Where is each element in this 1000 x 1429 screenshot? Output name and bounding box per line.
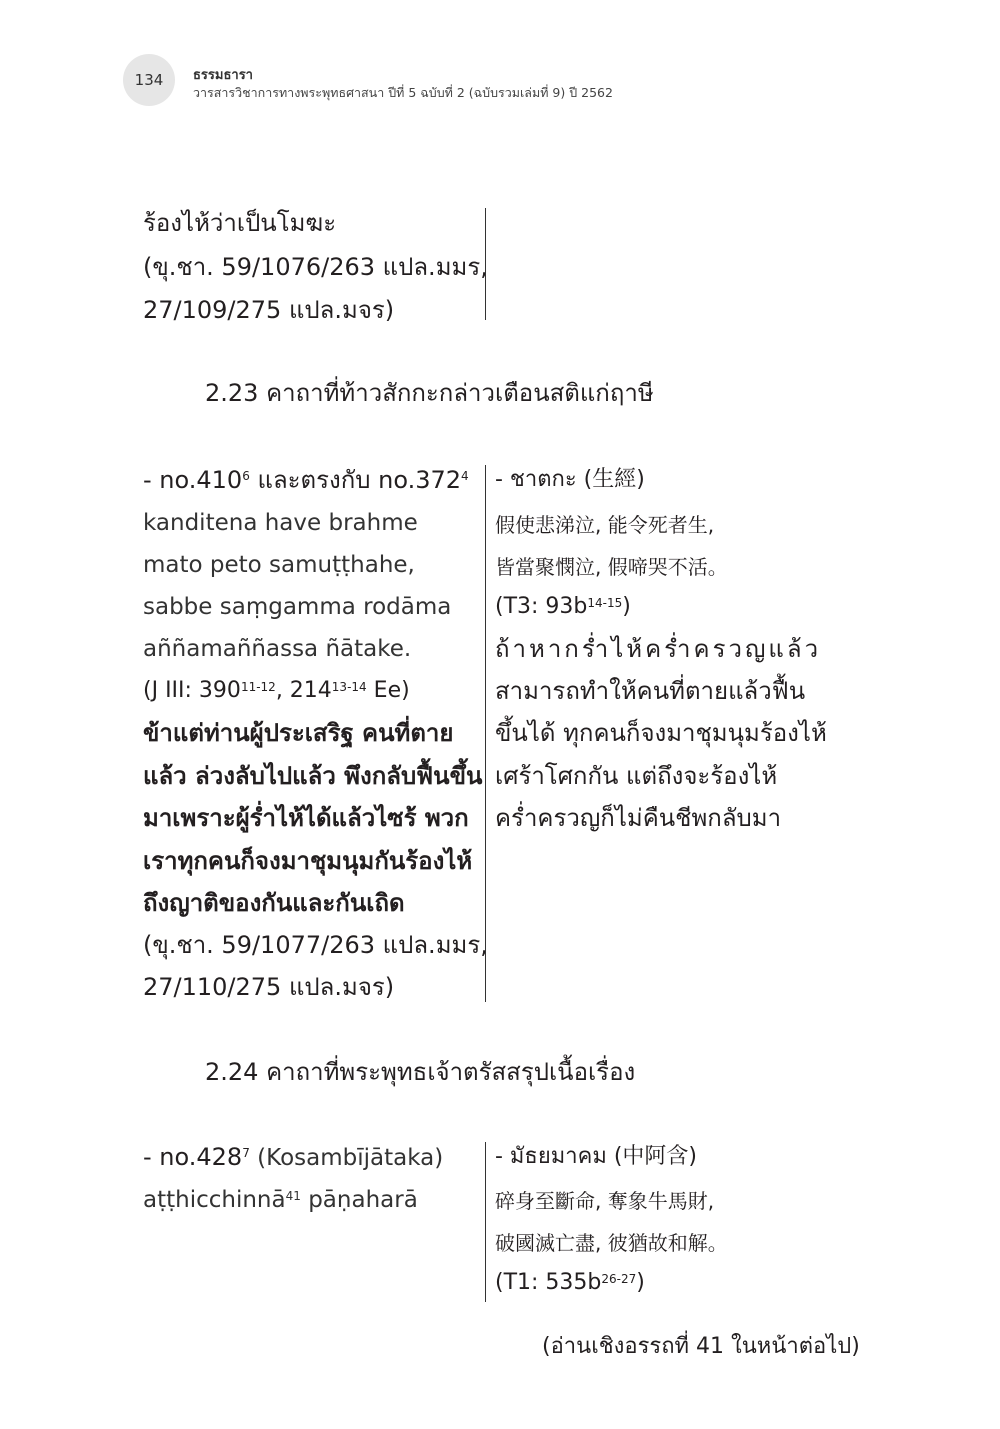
journal-subtitle: วารสารวิชาการทางพระพุทธศาสนา ปีที่ 5 ฉบับที่ 2 (ฉบับรวมเล่มที่ 9) ปี 2562 [193,85,613,100]
cite-part: (T3: 93b [495,594,588,619]
cite-part: , 214 [275,678,332,703]
section-223-left-reference [143,465,469,495]
cite-part: Ee) [366,678,410,703]
right-thai-line-1: ถ้าหากร่ำไห้คร่ำครวญแล้ว [495,635,822,663]
pali-line-4: aññamaññassa ñātake. [143,636,412,662]
thai-translation-line-3: มาเพราะผู้ร่ำไห้ได้แล้วไซร้ พวก [143,804,469,832]
column-divider-223 [485,465,486,1002]
section-223-heading: 2.23 คาถาที่ท้าวสักกะกล่าวเตือนสติแก่ฤาษี [205,379,654,407]
ref-prefix: - no.410 [143,466,243,494]
thai-translation-line-5: ถึงญาติของกันและกันเถิด [143,889,405,917]
right-thai-line-3: ขึ้นได้ ทุกคนก็จงมาชุมนุมร้องไห้ [495,719,827,747]
footnote-marker: 14-15 [587,596,623,610]
chinese-line-2: 皆當聚憫泣, 假啼哭不活。 [495,555,728,579]
top-line-2: (ขุ.ชา. 59/1076/263 แปล.มมร, [143,253,488,281]
section-224-citation [495,1268,645,1298]
ref-prefix: - no.428 [143,1143,243,1171]
cite-part: ) [622,594,631,619]
pali-line-2: mato peto samuṭṭhahe, [143,552,415,578]
thai-citation-line-2: 27/110/275 แปล.มจร) [143,973,395,1001]
top-line-3: 27/109/275 แปล.มจร) [143,296,395,324]
cite-part: (J III: 390 [143,678,241,703]
section-224-chinese-line-1: 碎身至斷命, 奪象牛馬財, [495,1189,715,1213]
journal-name: ธรรมธารา [193,68,253,83]
section-224-left-reference [143,1142,443,1173]
top-line-1: ร้องไห้ว่าเป็นโมฆะ [143,209,337,237]
right-thai-line-2: สามารถทำให้คนที่ตายแล้วฟื้น [495,677,806,705]
thai-translation-line-2: แล้ว ล่วงลับไปแล้ว พึงกลับฟื้นขึ้น [143,762,483,790]
cite-part: ) [636,1270,645,1295]
page-number: 134 [134,71,164,89]
right-thai-line-4: เศร้าโศกกัน แต่ถึงจะร้องไห้ [495,762,778,790]
ref-suffix: (Kosambījātaka) [249,1145,444,1171]
footnote-marker: 26-27 [601,1272,637,1286]
section-224-pali [143,1185,418,1215]
footnote-marker: 4 [461,469,469,483]
pali-line-3: sabbe saṃgamma rodāma [143,594,452,620]
pali-part: aṭṭhicchinnā [143,1187,286,1213]
section-224-heading: 2.24 คาถาที่พระพุทธเจ้าตรัสสรุปเนื้อเรื่อง [205,1058,636,1086]
thai-citation-line-1: (ขุ.ชา. 59/1077/263 แปล.มมร, [143,931,488,959]
column-divider-224 [485,1142,486,1302]
right-thai-line-5: คร่ำครวญก็ไม่คืนชีพกลับมา [495,804,782,832]
footnote-marker: 6 [242,469,250,483]
ref-mid: และตรงกับ no.372 [249,466,462,494]
footnote-marker: 7 [242,1146,250,1160]
thai-translation-line-4: เราทุกคนก็จงมาชุมนุมกันร้องไห้ [143,847,473,875]
footnote-marker: 11-12 [240,680,276,694]
pali-line-1: kanditena have brahme [143,510,418,536]
footnote-marker: 13-14 [331,680,367,694]
pali-citation [143,676,410,706]
column-divider-top [485,208,486,320]
cite-part: (T1: 535b [495,1270,602,1295]
footnote-marker: 41 [285,1189,301,1203]
pali-part: pāṇaharā [300,1187,418,1213]
chinese-citation [495,592,631,622]
thai-translation-line-1: ข้าแต่ท่านผู้ประเสริฐ คนที่ตาย [143,719,454,747]
section-224-chinese-line-2: 破國滅亡盡, 彼猶故和解。 [495,1231,728,1255]
footnote-pointer: (อ่านเชิงอรรถที่ 41 ในหน้าต่อไป) [542,1334,860,1359]
section-224-right-source: - มัธยมาคม (中阿含) [495,1144,697,1169]
section-223-right-source: - ชาตกะ (生經) [495,467,645,492]
page-number-badge [123,54,175,106]
chinese-line-1: 假使悲涕泣, 能令死者生, [495,513,715,537]
